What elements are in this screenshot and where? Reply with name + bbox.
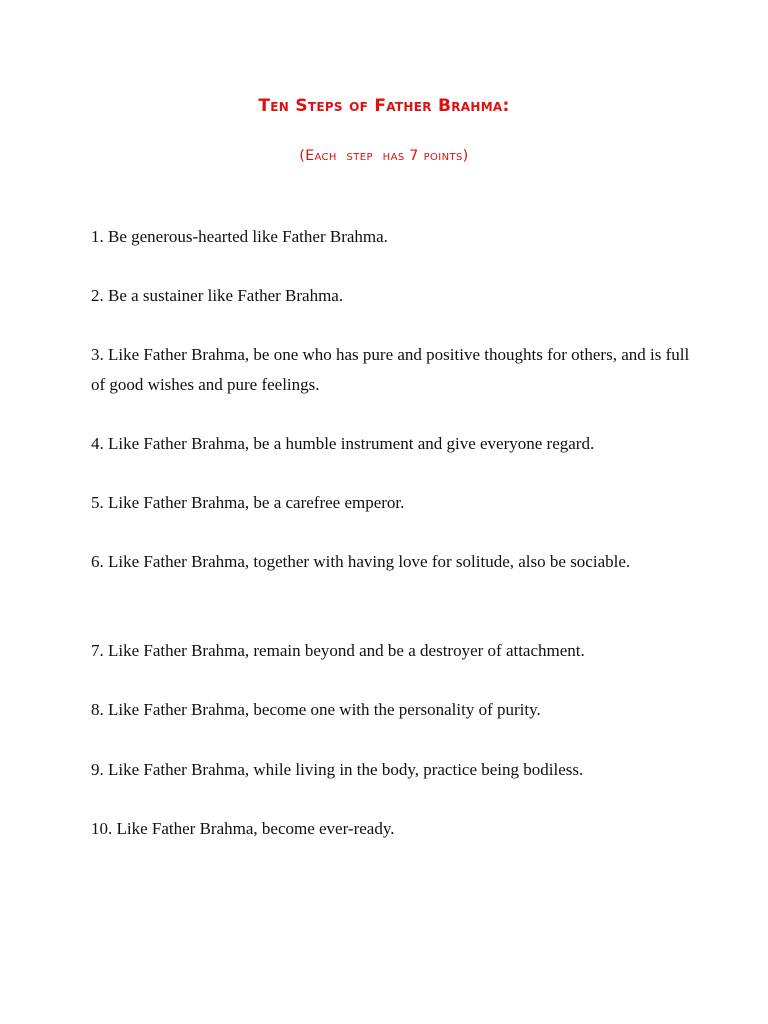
list-item: 2. Be a sustainer like Father Brahma. (91, 286, 344, 305)
list-item: 10. Like Father Brahma, become ever-ready. (91, 819, 395, 838)
list-item: 7. Like Father Brahma, remain beyond and be a destroyer of attachment. (91, 641, 585, 660)
list-item: 9. Like Father Brahma, while living in the body, practice being bodiless. (91, 760, 584, 779)
list-item: 1. Be generous-hearted like Father Brahma. (91, 227, 388, 246)
document-title: Ten Steps of Father Brahma: (258, 96, 510, 116)
list-item: 8. Like Father Brahma, become one with the personality of purity. (91, 700, 541, 719)
list-item: 6. Like Father Brahma, together with having love for solitude, also be sociable. (91, 552, 631, 571)
list-item: 5. Like Father Brahma, be a carefree emperor. (91, 493, 405, 512)
list-item: 3. Like Father Brahma, be one who has pure and positive thoughts for others, and is full of good wishes and pure feelings. (91, 345, 690, 394)
document-subtitle: (Each step has 7 points) (299, 148, 469, 164)
list-item: 4. Like Father Brahma, be a humble instrument and give everyone regard. (91, 434, 595, 453)
